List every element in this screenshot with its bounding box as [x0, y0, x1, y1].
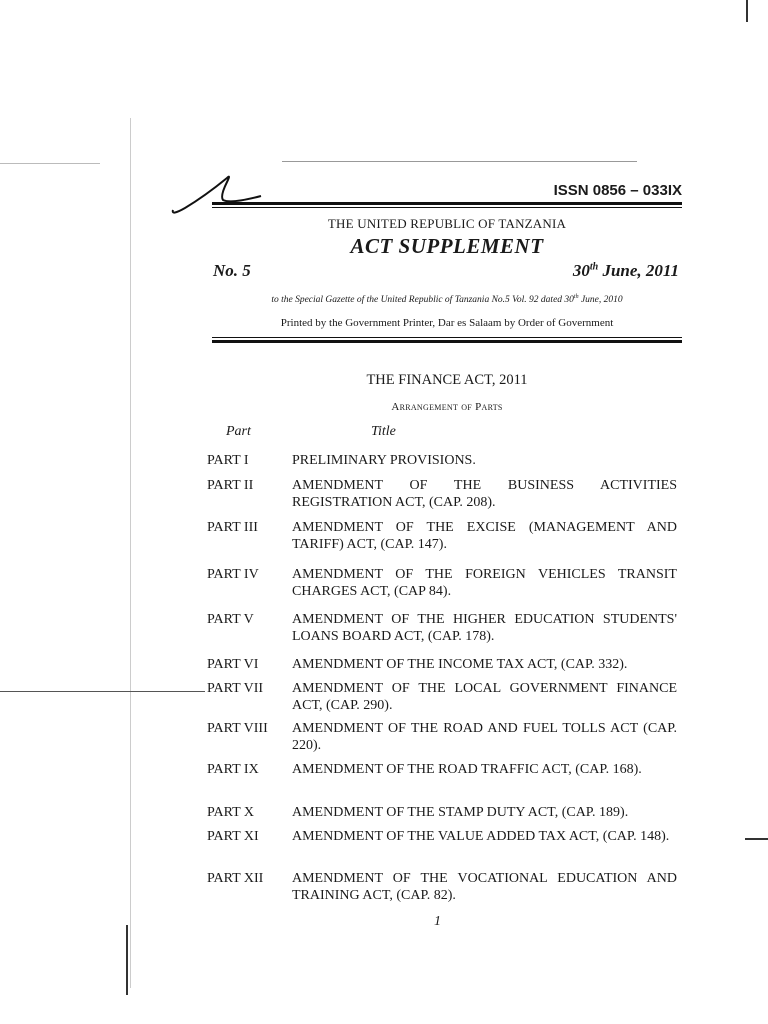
- page-number: 1: [434, 914, 441, 929]
- header-rule-bottom: [212, 340, 682, 343]
- part-label: PART VII: [207, 681, 264, 696]
- part-title: AMENDMENT OF THE BUSINESS ACTIVITIES REGISTRATION ACT, (CAP. 208).: [292, 478, 677, 510]
- part-title: AMENDMENT OF THE HIGHER EDUCATION STUDENTS' LOANS BOARD ACT, (CAP. 178).: [292, 612, 677, 644]
- part-label: PART XII: [207, 871, 264, 886]
- part-label: PART III: [207, 520, 258, 535]
- part-label: PART I: [207, 453, 249, 468]
- part-label: PART IX: [207, 762, 259, 777]
- part-title: AMENDMENT OF THE INCOME TAX ACT, (CAP. 332).: [292, 657, 628, 672]
- issue-number: No. 5: [213, 261, 251, 280]
- republic-heading: THE UNITED REPUBLIC OF TANZANIA: [327, 216, 567, 231]
- part-title: AMENDMENT OF THE LOCAL GOVERNMENT FINANCE ACT, (CAP. 290).: [292, 681, 677, 713]
- scan-artifact: [0, 163, 100, 164]
- issue-date-suffix: th: [589, 261, 599, 273]
- act-title: THE FINANCE ACT, 2011: [366, 372, 528, 388]
- scan-artifact: [126, 925, 128, 995]
- arrangement-heading: Arrangement of Parts: [391, 401, 503, 413]
- scan-artifact: [746, 0, 748, 22]
- gazette-text-sup: th: [573, 294, 579, 300]
- header-rule-top: [212, 202, 682, 205]
- part-title: AMENDMENT OF THE ROAD TRAFFIC ACT, (CAP. 168).: [292, 762, 642, 777]
- scan-artifact: [745, 838, 768, 840]
- part-label: PART II: [207, 478, 254, 493]
- issn-number: ISSN 0856 – 033IX: [553, 182, 682, 199]
- header-rule-top-thin: [212, 207, 682, 208]
- issue-date-day: 30: [572, 261, 590, 280]
- part-title: AMENDMENT OF THE STAMP DUTY ACT, (CAP. 189).: [292, 805, 629, 820]
- header-rule-bottom-thin: [212, 337, 682, 338]
- part-title: AMENDMENT OF THE ROAD AND FUEL TOLLS ACT (CAP. 220).: [292, 721, 677, 753]
- column-header-part: Part: [226, 424, 251, 439]
- issue-date-rest: June, 2011: [598, 261, 679, 280]
- part-label: PART VIII: [207, 721, 268, 736]
- scan-artifact: [130, 118, 131, 988]
- supplement-title: ACT SUPPLEMENT: [350, 234, 544, 258]
- scan-artifact: [0, 691, 205, 692]
- gazette-text-a: to the Special Gazette of the United Republic of Tanzania No.5 Vol. 92 dated 30: [271, 295, 574, 306]
- gazette-text-b: June, 2010: [578, 295, 623, 306]
- pen-mark: [165, 170, 275, 218]
- part-label: PART XI: [207, 829, 259, 844]
- part-label: PART VI: [207, 657, 259, 672]
- gazette-reference: [212, 294, 682, 305]
- printer-line: Printed by the Government Printer, Dar es Salaam by Order of Government: [280, 317, 614, 329]
- issue-date: [573, 261, 679, 281]
- part-title: AMENDMENT OF THE VOCATIONAL EDUCATION AND TRAINING ACT, (CAP. 82).: [292, 871, 677, 903]
- part-title: AMENDMENT OF THE VALUE ADDED TAX ACT, (CAP. 148).: [292, 829, 670, 844]
- part-title: PRELIMINARY PROVISIONS.: [292, 453, 476, 468]
- part-label: PART X: [207, 805, 255, 820]
- scan-artifact: [282, 161, 637, 162]
- column-header-title: Title: [371, 424, 396, 439]
- part-label: PART IV: [207, 567, 259, 582]
- part-title: AMENDMENT OF THE FOREIGN VEHICLES TRANSIT CHARGES ACT, (CAP 84).: [292, 567, 677, 599]
- part-label: PART V: [207, 612, 254, 627]
- part-title: AMENDMENT OF THE EXCISE (MANAGEMENT AND TARIFF) ACT, (CAP. 147).: [292, 520, 677, 552]
